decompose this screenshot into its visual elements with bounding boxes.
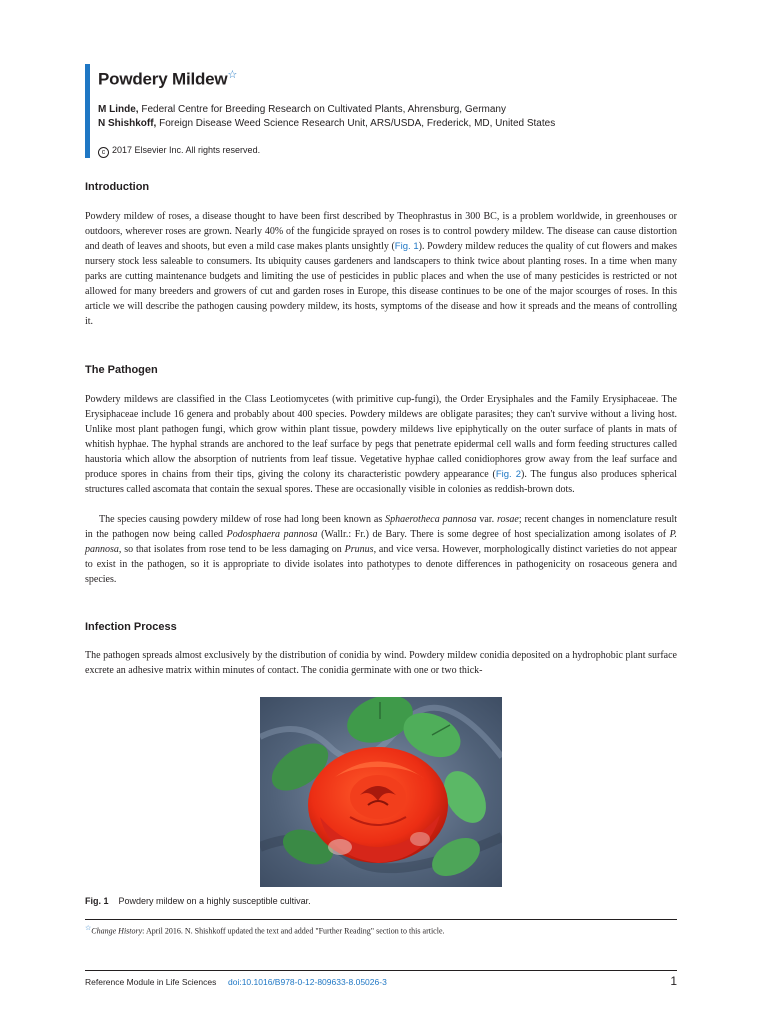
introduction-paragraph: Powdery mildew of roses, a disease thought to have been first described by Theophrastus in 300 BC, is a problem worldwide, in greenhouses or outdoors, wherever roses are grown. Nearly 40% of the fungicide sprayed on roses is to control powdery mildew. The disease can cause distortion and death of leaves and shoots, but even a mild case makes plants unsightly (Fig. 1). Powdery mildew reduces the quality of cut flowers and makes nursery stock less saleable to consumers. Its ubiquity causes gardeners and landscapers to think twice about planting roses. In a time when many parks are cutting maintenance budgets and limiting the use of pesticides in public places and when the use of many pesticides is restricted or not allowed for many breeders and growers of cut and garden roses in Europe, this disease continues to be one of the major scourges of roses. In this article we will describe the pathogen causing powdery mildew, its hosts, symptoms of the disease and how it spreads and the means of controlling it. (85, 211, 677, 327)
copyright-icon: c (98, 147, 109, 158)
fig-2-link[interactable]: Fig. 2 (495, 469, 521, 480)
change-history-footnote: ☆Change History: April 2016. N. Shishkoff updated the text and added "Further Reading" section to this article. (85, 924, 445, 936)
copyright-line: c 2017 Elsevier Inc. All rights reserved. (98, 144, 698, 158)
page-footer (85, 974, 677, 988)
doi-link[interactable]: doi:10.1016/B978-0-12-809633-8.05026-3 (228, 977, 387, 987)
author-2: N Shishkoff, Foreign Disease Weed Science Research Unit, ARS/USDA, Frederick, MD, United States (98, 117, 556, 129)
footer-divider (85, 970, 677, 971)
section-heading-introduction: Introduction (85, 181, 150, 193)
article-header (85, 64, 698, 158)
pathogen-paragraph-1: Powdery mildews are classified in the Class Leotiomycetes (with primitive cup-fungi), the Order Erysiphales and the Family Erysiphaceae. The Erysiphaceae include 16 genera and probably about 400 species. Powdery mildews are obligate parasites; they can't survive without a living host. Unlike most plant pathogen fungi, which grow within plant tissue, powdery mildews live epiphytically on the outer surface of plants in mats of whitish hyphae. The hyphal strands are anchored to the leaf surface by pegs that penetrate epidermal cell walls and form feeding structures called haustoria which allow the absorption of nutrients from leaf tissue. Vegetative hyphae called conidiophores grow away from the leaf surface and produce spores in chains from their tips, giving the colony its characteristic powdery appearance (Fig. 2). The fungus also produces spherical structures called ascomata that contain the sexual spores. These are occasionally visible in colonies as reddish-brown dots. (85, 394, 678, 495)
rose-image (260, 697, 502, 887)
footnote-star-icon: ☆ (85, 924, 92, 932)
infection-paragraph: The pathogen spreads almost exclusively by the distribution of conidia by wind. Powdery mildew conidia deposited on a hydrophobic plant surface excrete an adhesive matrix within minutes of contact. The conidia germinate with one or two thick- (85, 650, 677, 676)
figure-1-caption: Fig. 1 Powdery mildew on a highly susceptible cultivar. (85, 896, 311, 906)
journal-name: Reference Module in Life Sciences (85, 977, 217, 987)
page-number: 1 (670, 974, 677, 988)
section-heading-pathogen: The Pathogen (85, 364, 158, 376)
figure-1-rose-photo (260, 697, 502, 887)
pathogen-paragraph-2: The species causing powdery mildew of rose had long been known as Sphaerotheca pannosa var. rosae; recent changes in nomenclature result in the pathogen now being called Podosphaera pannosa (Wallr.: Fr.) de Bary. There is some degree of host specialization among isolates of P. pannosa, so that isolates from rose tend to be less damaging on Prunus, and vice versa. However, morphologically distinct varieties do not appear to exist in the pathogen, so it is appropriate to divide isolates into pathotypes to denote differences in pathogenicity on rosaceous genera and species. (85, 514, 678, 585)
fig-1-link[interactable]: Fig. 1 (394, 241, 419, 252)
change-history-star-icon[interactable]: ☆ (227, 69, 238, 81)
article-title: Powdery Mildew☆ (98, 69, 238, 89)
section-heading-infection: Infection Process (85, 621, 177, 633)
author-list (98, 103, 698, 131)
footnote-divider (85, 919, 677, 920)
author-1: M Linde, Federal Centre for Breeding Research on Cultivated Plants, Ahrensburg, Germany (98, 103, 506, 115)
